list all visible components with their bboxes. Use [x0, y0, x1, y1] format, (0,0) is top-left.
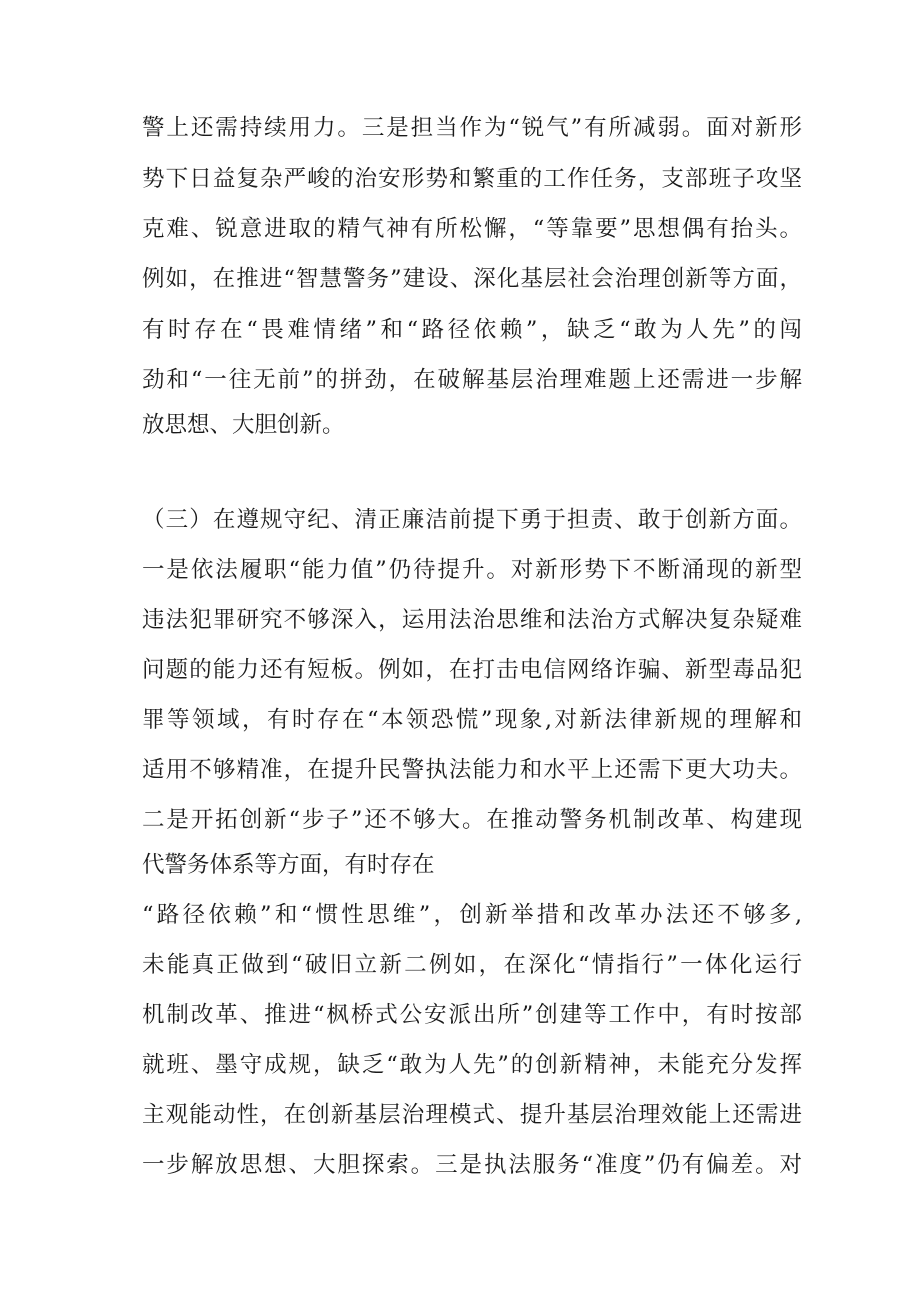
text-line: 有时存在“畏难情绪”和“路径依赖”，缺乏“敢为人先”的闯	[142, 317, 802, 343]
text-line: 势下日益复杂严峻的治安形势和繁重的工作任务，支部班子攻坚	[142, 166, 802, 192]
text-line: 问题的能力还有短板。例如，在打击电信网络诈骗、新型毒品犯	[142, 657, 802, 683]
text-line: 放思想、大胆创新。	[142, 412, 345, 438]
text-line: 主观能动性，在创新基层治理模式、提升基层治理效能上还需进	[142, 1102, 802, 1128]
text-line: 违法犯罪研究不够深入，运用法治思维和法治方式解决复杂疑难	[142, 607, 802, 633]
text-line: 适用不够精准，在提升民警执法能力和水平上还需下更大功夫。	[142, 757, 802, 783]
text-line: 二是开拓创新“步子”还不够大。在推动警务机制改革、构建现	[142, 807, 802, 833]
text-line: 一是依法履职“能力值”仍待提升。对新形势下不断涌现的新型	[142, 557, 802, 583]
text-line: 机制改革、推进“枫桥式公安派出所”创建等工作中，有时按部	[142, 1002, 802, 1028]
text-line: 克难、锐意进取的精气神有所松懈，“等靠要”思想偶有抬头。	[142, 216, 802, 242]
text-line: 劲和“一往无前”的拼劲，在破解基层治理难题上还需进一步解	[142, 367, 802, 393]
text-line: 未能真正做到“破旧立新二例如，在深化“情指行”一体化运行	[142, 952, 802, 978]
text-line: “路径依赖”和“惯性思维”，创新举措和改革办法还不够多,	[142, 902, 802, 928]
text-line: 代警务体系等方面，有时存在	[142, 852, 435, 878]
text-line: 罪等领域，有时存在“本领恐慌”现象,对新法律新规的理解和	[142, 707, 802, 733]
text-line: 警上还需持续用力。三是担当作为“锐气”有所减弱。面对新形	[142, 115, 802, 141]
text-line: 例如，在推进“智慧警务”建设、深化基层社会治理创新等方面，	[142, 266, 802, 292]
text-line: 就班、墨守成规，缺乏“敢为人先”的创新精神，未能充分发挥	[142, 1052, 802, 1078]
text-line: 一步解放思想、大胆探索。三是执法服务“准度”仍有偏差。对	[142, 1152, 802, 1178]
section-heading-line: （三）在遵规守纪、清正廉洁前提下勇于担责、敢于创新方面。	[142, 507, 802, 533]
